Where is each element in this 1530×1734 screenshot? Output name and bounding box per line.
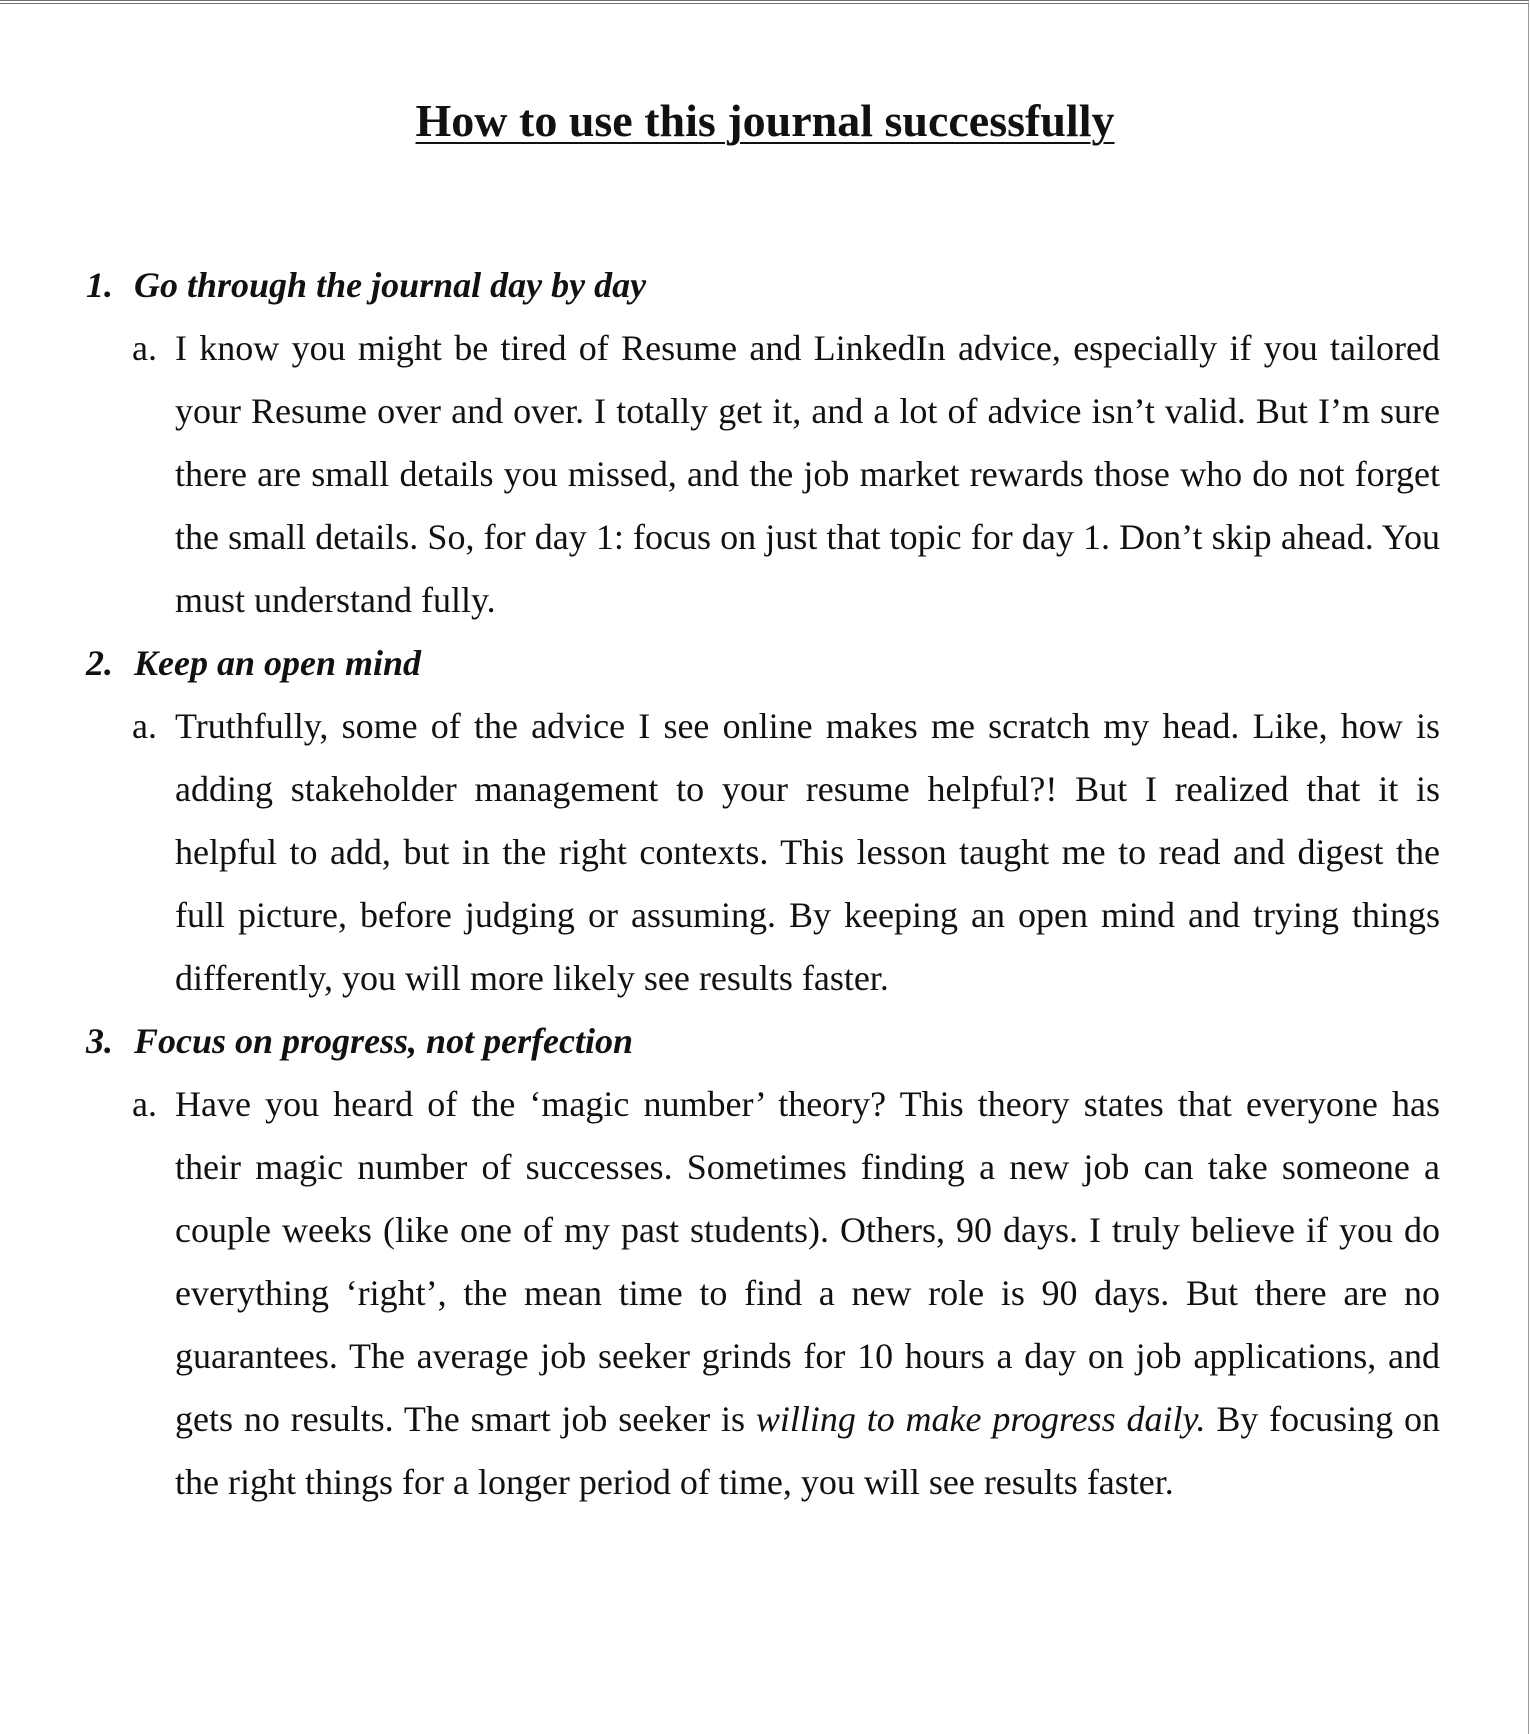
- emphasis-text: willing to make progress daily.: [755, 1399, 1206, 1439]
- sub-item: [132, 317, 1440, 632]
- section-number: 2.: [86, 643, 113, 683]
- page-title: How to use this journal successfully: [415, 95, 1115, 146]
- section-title: Keep an open mind: [134, 643, 422, 683]
- list-item: [86, 254, 1440, 632]
- sub-item-text-before: Have you heard of the ‘magic number’ theory? This theory states that everyone has their magic number of successes. Sometimes finding a new job can take someone a couple weeks (like one of my past students). Others, 90 days. I truly believe if you do everything ‘right’, the mean time to find a new role is 90 days. But there are no guarantees. The average job seeker grinds for 10 hours a day on job applications, and gets no results. The smart job seeker is: [175, 1084, 1440, 1439]
- sub-item-text: I know you might be tired of Resume and LinkedIn advice, especially if you tailored your Resume over and over. I totally get it, and a lot of advice isn’t valid. But I’m sure there are small details you missed, and the job market rewards those who do not forget the small details. So, for day 1: focus on just that topic for day 1. Don’t skip ahead. You must understand fully.: [175, 328, 1440, 620]
- section-heading: [86, 254, 1440, 317]
- sub-item-letter: a.: [132, 1084, 157, 1124]
- sub-item-text-after: By focusing on the right things for a longer period of time, you will see results faster.: [175, 1399, 1440, 1502]
- sub-item-letter: a.: [132, 706, 157, 746]
- list-item: [86, 1010, 1440, 1514]
- section-heading: [86, 632, 1440, 695]
- section-heading: [86, 1010, 1440, 1073]
- sub-item-letter: a.: [132, 328, 157, 368]
- sub-item-text: [175, 1073, 1440, 1514]
- section-number: 1.: [86, 265, 113, 305]
- section-title: Go through the journal day by day: [134, 265, 647, 305]
- instruction-list: [86, 254, 1440, 1514]
- list-item: [86, 632, 1440, 1010]
- sub-item: [132, 1073, 1440, 1514]
- sub-item-text: Truthfully, some of the advice I see online makes me scratch my head. Like, how is adding stakeholder management to your resume helpful?! But I realized that it is helpful to add, but in the right contexts. This lesson taught me to read and digest the full picture, before judging or assuming. By keeping an open mind and trying things differently, you will more likely see results faster.: [175, 706, 1440, 998]
- section-number: 3.: [86, 1021, 113, 1061]
- section-title: Focus on progress, not perfection: [134, 1021, 634, 1061]
- sub-item: [132, 695, 1440, 1010]
